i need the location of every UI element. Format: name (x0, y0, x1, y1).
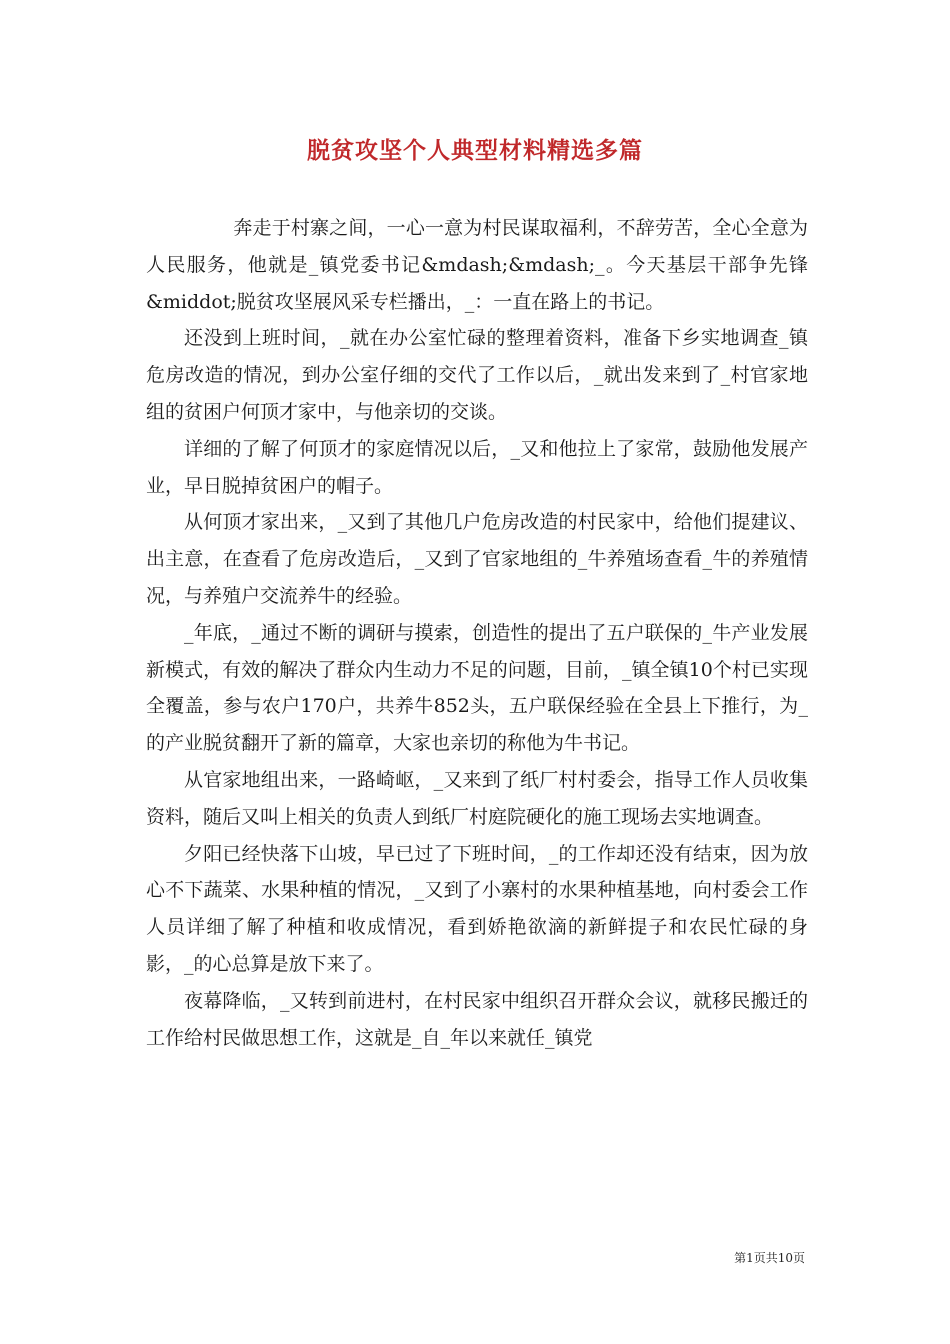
paragraph-8: 夜幕降临，_又转到前进村，在村民家中组织召开群众会议，就移民搬迁的工作给村民做思想工作，这就是_自_年以来就任_镇党 (146, 989, 808, 1049)
document-title: 脱贫攻坚个人典型材料精选多篇 (307, 137, 643, 164)
page-number-footer: 第1页共10页 (734, 1251, 805, 1265)
paragraph-4: 从何顶才家出来，_又到了其他几户危房改造的村民家中，给他们提建议、出主意，在查看了危房改造后，_又到了官家地组的_牛养殖场查看_牛的养殖情况，与养殖户交流养牛的经验。 (146, 511, 808, 607)
paragraph-5: _年底，_通过不断的调研与摸索，创造性的提出了五户联保的_牛产业发展新模式，有效的解决了群众内生动力不足的问题，目前，_镇全镇10个村已实现全覆盖，参与农户170户，共养牛852头，五户联保经验在全县上下推行，为_的产业脱贫翻开了新的篇章，大家也亲切的称他为牛书记。 (146, 621, 808, 755)
document-body (146, 210, 808, 1056)
paragraph-7: 夕阳已经快落下山坡，早已过了下班时间，_的工作却还没有结束，因为放心不下蔬菜、水果种植的情况，_又到了小寨村的水果种植基地，向村委会工作人员详细了解了种植和收成情况，看到娇艳欲滴的新鲜提子和农民忙碌的身影，_的心总算是放下来了。 (146, 842, 808, 975)
paragraph-1: 奔走于村寨之间，一心一意为村民谋取福利，不辞劳苦，全心全意为人民服务，他就是_镇党委书记&mdash;&mdash;_。今天基层干部争先锋&middot;脱贫攻坚展风采专栏播出，_：一直在路上的书记。 (146, 217, 808, 313)
paragraph-6: 从官家地组出来，一路崎岖，_又来到了纸厂村村委会，指导工作人员收集资料，随后又叫上相关的负责人到纸厂村庭院硬化的施工现场去实地调查。 (146, 768, 808, 828)
paragraph-3: 详细的了解了何顶才的家庭情况以后，_又和他拉上了家常，鼓励他发展产业，早日脱掉贫困户的帽子。 (146, 437, 808, 497)
paragraph-2: 还没到上班时间，_就在办公室忙碌的整理着资料，准备下乡实地调查_镇危房改造的情况，到办公室仔细的交代了工作以后，_就出发来到了_村官家地组的贫困户何顶才家中，与他亲切的交谈。 (146, 327, 808, 423)
